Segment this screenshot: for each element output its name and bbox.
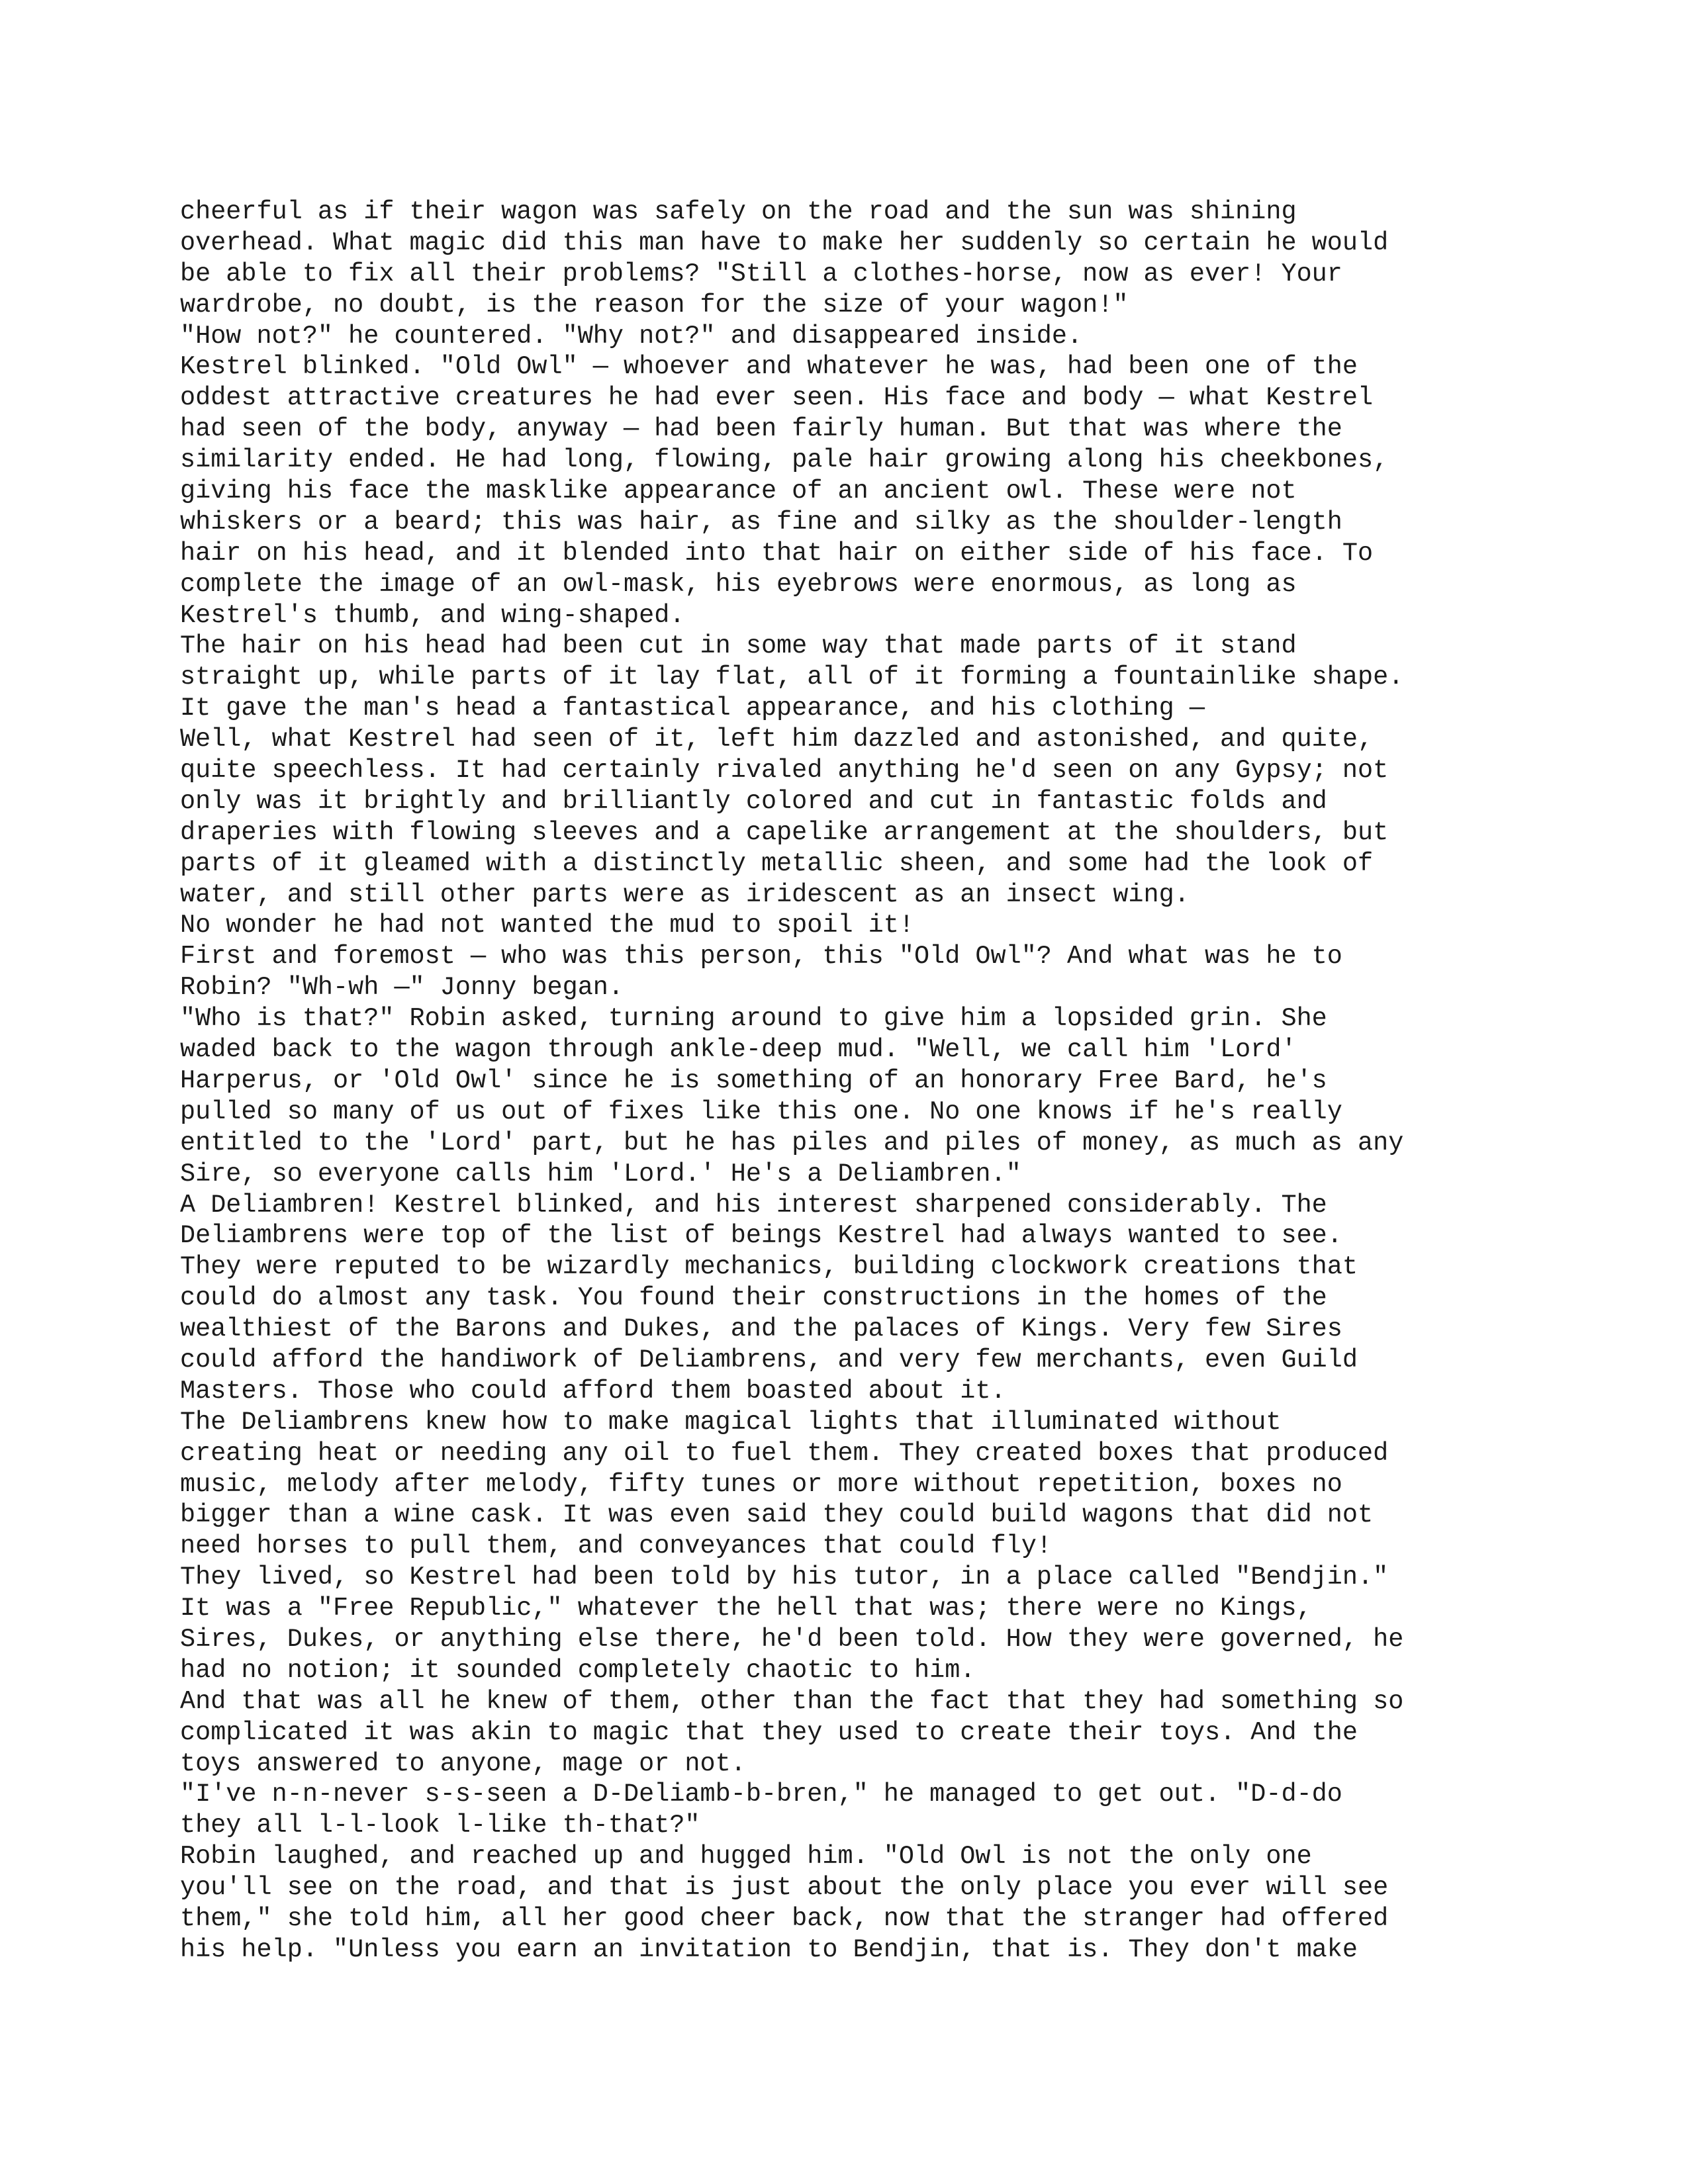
- text-line: "Who is that?" Robin asked, turning around to give him a lopsided grin. She: [180, 1004, 1327, 1034]
- text-line: music, melody after melody, fifty tunes or more without repetition, boxes no: [180, 1469, 1342, 1499]
- text-line: toys answered to anyone, mage or not.: [180, 1749, 746, 1778]
- text-line: complete the image of an owl-mask, his eyebrows were enormous, as long as: [180, 569, 1297, 599]
- text-line: "I've n-n-never s-s-seen a D-Deliamb-b-bren," he managed to get out. "D-d-do: [180, 1780, 1342, 1809]
- text-line: creating heat or needing any oil to fuel them. They created boxes that produced: [180, 1438, 1389, 1468]
- text-line: bigger than a wine cask. It was even said they could build wagons that did not: [180, 1500, 1374, 1530]
- text-line: entitled to the 'Lord' part, but he has piles and piles of money, as much as any: [180, 1128, 1404, 1158]
- text-line: had seen of the body, anyway — had been fairly human. But that was where the: [180, 414, 1342, 444]
- text-line: Kestrel's thumb, and wing-shaped.: [180, 600, 685, 630]
- text-line: Sire, so everyone calls him 'Lord.' He's a Deliambren.": [180, 1159, 1021, 1189]
- text-line: overhead. What magic did this man have to make her suddenly so certain he would: [180, 228, 1389, 257]
- text-line: be able to fix all their problems? "Still a clothes-horse, now as ever! Your: [180, 259, 1342, 289]
- text-line: "How not?" he countered. "Why not?" and disappeared inside.: [180, 321, 1083, 351]
- text-line: straight up, while parts of it lay flat, all of it forming a fountainlike shape.: [180, 662, 1404, 692]
- text-line: water, and still other parts were as iridescent as an insect wing.: [180, 880, 1190, 909]
- text-line: cheerful as if their wagon was safely on the road and the sun was shining: [180, 197, 1297, 226]
- text-line: quite speechless. It had certainly rivaled anything he'd seen on any Gypsy; not: [180, 756, 1389, 786]
- text-line: had no notion; it sounded completely chaotic to him.: [180, 1655, 976, 1685]
- text-line: Kestrel blinked. "Old Owl" — whoever and whatever he was, had been one of the: [180, 352, 1358, 382]
- text-line: could do almost any task. You found their constructions in the homes of the: [180, 1283, 1327, 1313]
- text-line: only was it brightly and brilliantly colored and cut in fantastic folds and: [180, 786, 1327, 816]
- text-line: No wonder he had not wanted the mud to spoil it!: [180, 911, 914, 940]
- text-line: they all l-l-look l-like th-that?": [180, 1811, 700, 1841]
- text-line: Harperus, or 'Old Owl' since he is something of an honorary Free Bard, he's: [180, 1066, 1327, 1095]
- text-line: And that was all he knew of them, other than the fact that they had something so: [180, 1686, 1404, 1716]
- text-line: pulled so many of us out of fixes like this one. No one knows if he's really: [180, 1097, 1342, 1126]
- text-line: draperies with flowing sleeves and a capelike arrangement at the shoulders, but: [180, 817, 1389, 847]
- text-line: complicated it was akin to magic that they used to create their toys. And the: [180, 1717, 1358, 1747]
- text-line: waded back to the wagon through ankle-deep mud. "Well, we call him 'Lord': [180, 1035, 1297, 1065]
- text-line: Well, what Kestrel had seen of it, left him dazzled and astonished, and quite,: [180, 725, 1374, 754]
- text-line: Robin laughed, and reached up and hugged him. "Old Owl is not the only one: [180, 1842, 1312, 1872]
- text-line: hair on his head, and it blended into that hair on either side of his face. To: [180, 538, 1374, 568]
- text-line: need horses to pull them, and conveyances that could fly!: [180, 1531, 1052, 1561]
- text-line: could afford the handiwork of Deliambrens, and very few merchants, even Guild: [180, 1345, 1358, 1375]
- body-text: [180, 197, 1663, 1966]
- text-line: They lived, so Kestrel had been told by his tutor, in a place called "Bendjin.": [180, 1563, 1389, 1592]
- text-line: It gave the man's head a fantastical appearance, and his clothing —: [180, 694, 1205, 723]
- text-line: oddest attractive creatures he had ever seen. His face and body — what Kestrel: [180, 383, 1374, 413]
- text-line: them," she told him, all her good cheer back, now that the stranger had offered: [180, 1903, 1389, 1933]
- text-line: A Deliambren! Kestrel blinked, and his interest sharpened considerably. The: [180, 1190, 1327, 1220]
- text-line: wealthiest of the Barons and Dukes, and the palaces of Kings. Very few Sires: [180, 1314, 1342, 1344]
- text-line: First and foremost — who was this person, this "Old Owl"? And what was he to: [180, 942, 1342, 972]
- text-line: The Deliambrens knew how to make magical lights that illuminated without: [180, 1407, 1282, 1437]
- text-line: whiskers or a beard; this was hair, as fine and silky as the shoulder-length: [180, 507, 1342, 537]
- text-line: Sires, Dukes, or anything else there, he'd been told. How they were governed, he: [180, 1624, 1404, 1654]
- text-line: giving his face the masklike appearance of an ancient owl. These were not: [180, 477, 1297, 506]
- text-line: similarity ended. He had long, flowing, pale hair growing along his cheekbones,: [180, 445, 1389, 475]
- text-line: parts of it gleamed with a distinctly metallic sheen, and some had the look of: [180, 848, 1374, 878]
- text-line: It was a "Free Republic," whatever the hell that was; there were no Kings,: [180, 1594, 1312, 1623]
- text-line: you'll see on the road, and that is just about the only place you ever will see: [180, 1873, 1389, 1903]
- text-line: They were reputed to be wizardly mechanics, building clockwork creations that: [180, 1252, 1358, 1282]
- text-line: his help. "Unless you earn an invitation to Bendjin, that is. They don't make: [180, 1934, 1358, 1964]
- text-line: Deliambrens were top of the list of beings Kestrel had always wanted to see.: [180, 1221, 1342, 1251]
- text-line: wardrobe, no doubt, is the reason for the size of your wagon!": [180, 290, 1129, 320]
- text-line: Robin? "Wh-wh —" Jonny began.: [180, 973, 624, 1003]
- text-line: Masters. Those who could afford them boasted about it.: [180, 1376, 1006, 1406]
- text-line: The hair on his head had been cut in some way that made parts of it stand: [180, 631, 1297, 661]
